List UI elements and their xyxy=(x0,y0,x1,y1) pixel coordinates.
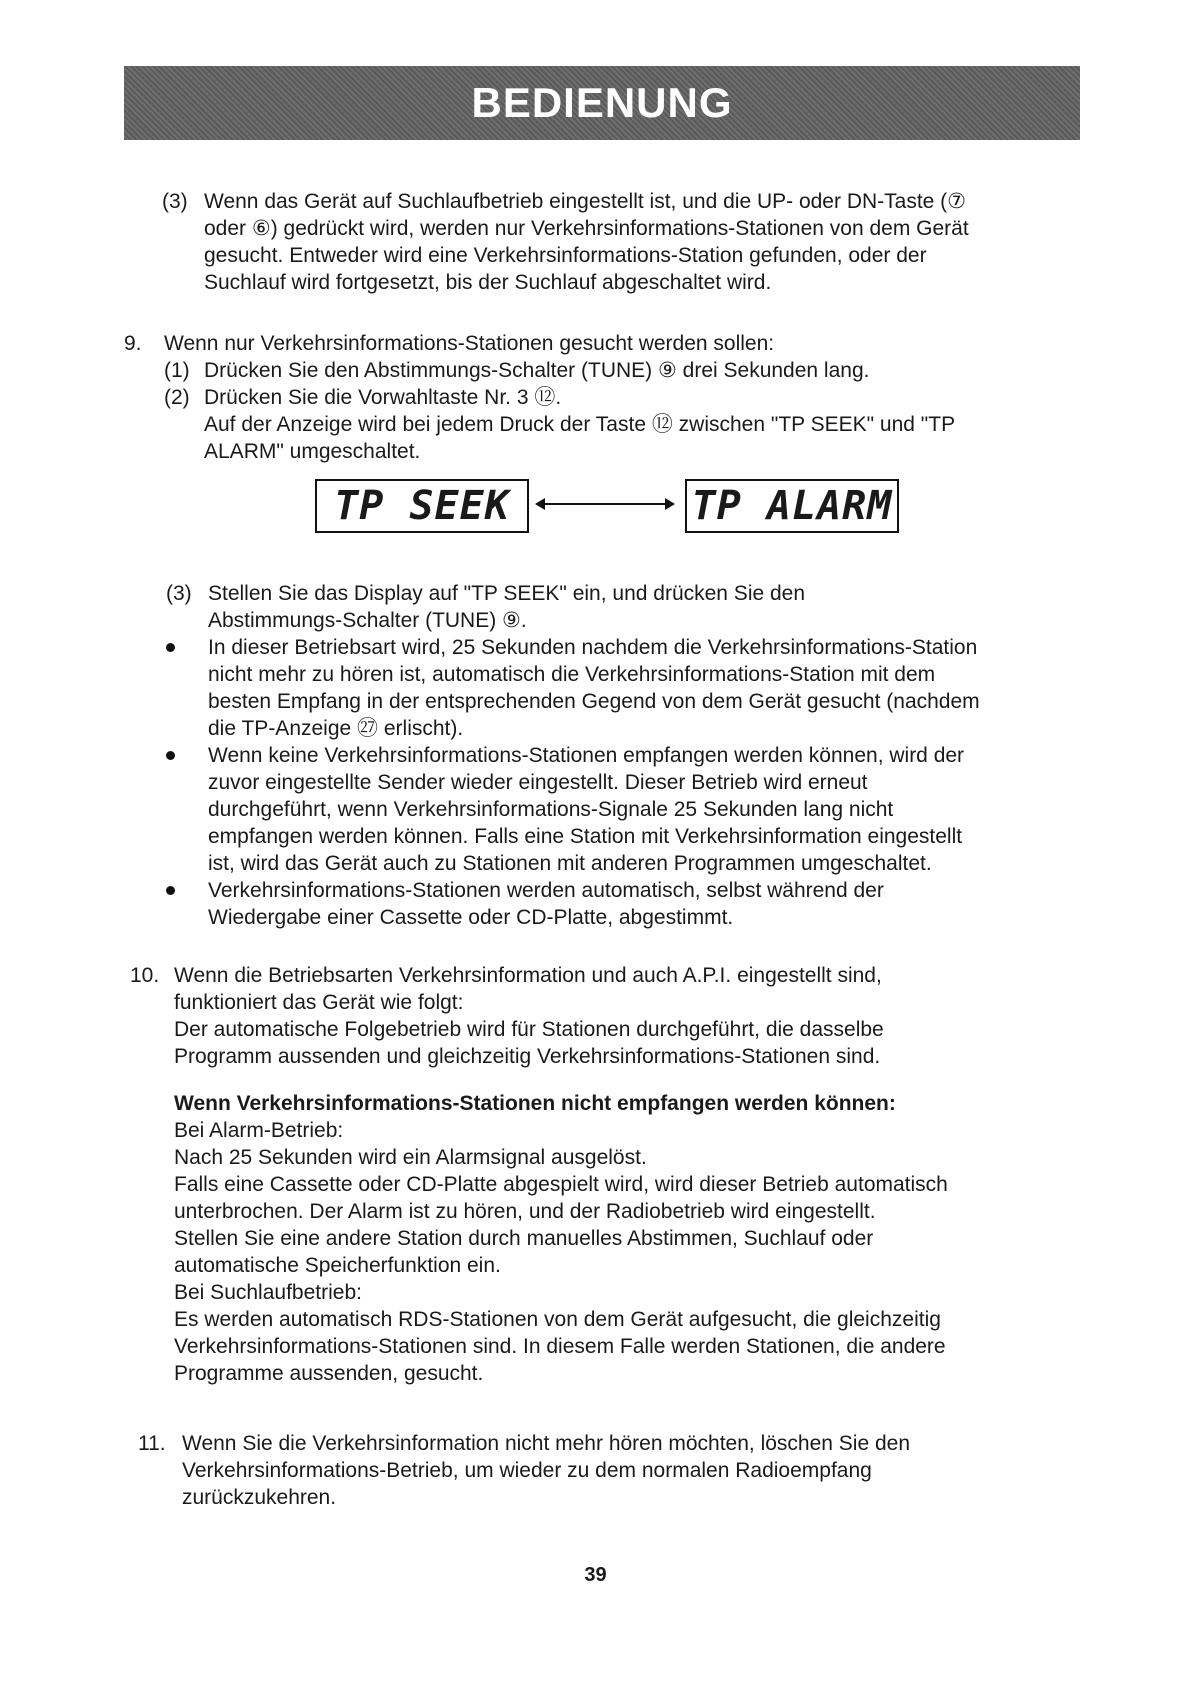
section-intro: Wenn nur Verkehrsinformations-Stationen gesucht werden sollen: xyxy=(164,332,775,355)
text-line: unterbrochen. Der Alarm ist zu hören, und der Radiobetrieb wird eingestellt. xyxy=(174,1200,876,1223)
section-9 xyxy=(124,330,1084,465)
text-line: Der automatische Folgebetrieb wird für Stationen durchgeführt, die dasselbe xyxy=(174,1018,884,1041)
text-line: In dieser Betriebsart wird, 25 Sekunden nachdem die Verkehrsinformations-Station xyxy=(208,636,978,659)
page-number: 39 xyxy=(584,1564,607,1586)
text-line: Programme aussenden, gesucht. xyxy=(174,1362,484,1385)
text-line: Abstimmungs-Schalter (TUNE) ⑨. xyxy=(208,609,527,632)
section-11 xyxy=(138,1430,1088,1511)
section-number: 11. xyxy=(138,1432,166,1455)
text-line: die TP-Anzeige ㉗ erlischt). xyxy=(208,717,464,740)
text-line: Programm aussenden und gleichzeitig Verkehrsinformations-Stationen sind. xyxy=(174,1045,881,1068)
bullet-icon xyxy=(166,751,175,760)
step-number: (2) xyxy=(164,386,190,409)
section-number: 9. xyxy=(124,332,142,355)
lcd-tp-alarm: TP ALARM xyxy=(685,479,899,533)
bullet-item xyxy=(166,634,1086,742)
text-line: Wenn Sie die Verkehrsinformation nicht mehr hören möchten, löschen Sie den xyxy=(182,1432,911,1455)
text-line: Stellen Sie das Display auf "TP SEEK" ein, und drücken Sie den xyxy=(208,582,806,605)
text-line: Drücken Sie die Vorwahltaste Nr. 3 ⑫. xyxy=(204,386,562,409)
text-line: Auf der Anzeige wird bei jedem Druck der Taste ⑫ zwischen "TP SEEK" und "TP xyxy=(204,413,956,436)
step-number: (3) xyxy=(162,190,188,213)
double-arrow-icon xyxy=(537,503,673,505)
bullet-item xyxy=(166,877,1086,931)
text-line: durchgeführt, wenn Verkehrsinformations-Signale 25 Sekunden lang nicht xyxy=(208,798,894,821)
text-line: Verkehrsinformations-Stationen werden automatisch, selbst während der xyxy=(208,879,884,902)
subheading: Wenn Verkehrsinformations-Stationen nicht empfangen werden können: xyxy=(174,1092,896,1115)
section-banner xyxy=(124,66,1080,140)
step-3-search-mode xyxy=(162,188,1082,296)
text-line: Wenn das Gerät auf Suchlaufbetrieb eingestellt ist, und die UP- oder DN-Taste (⑦ xyxy=(204,190,966,213)
text-line: Bei Alarm-Betrieb: xyxy=(174,1119,344,1142)
text-line: funktioniert das Gerät wie folgt: xyxy=(174,991,464,1014)
text-line: Verkehrsinformations-Stationen sind. In diesem Falle werden Stationen, die andere xyxy=(174,1335,946,1358)
text-line: Wiedergabe einer Cassette oder CD-Platte, abgestimmt. xyxy=(208,906,734,929)
text-line: Falls eine Cassette oder CD-Platte abgespielt wird, wird dieser Betrieb automatisch xyxy=(174,1173,948,1196)
text-line: Nach 25 Sekunden wird ein Alarmsignal ausgelöst. xyxy=(174,1146,647,1169)
step-number: (1) xyxy=(164,359,190,382)
text-line: ALARM" umgeschaltet. xyxy=(204,440,421,463)
step-1-text: Drücken Sie den Abstimmungs-Schalter (TUNE) ⑨ drei Sekunden lang. xyxy=(204,359,870,382)
text-line: nicht mehr zu hören ist, automatisch die Verkehrsinformations-Station mit dem xyxy=(208,663,936,686)
text-line: automatische Speicherfunktion ein. xyxy=(174,1254,501,1277)
text-line: Suchlauf wird fortgesetzt, bis der Suchlauf abgeschaltet wird. xyxy=(204,271,772,294)
text-line: ist, wird das Gerät auch zu Stationen mit anderen Programmen umgeschaltet. xyxy=(208,852,932,875)
text-line: Bei Suchlaufbetrieb: xyxy=(174,1281,362,1304)
text-line: zuvor eingestellte Sender wieder eingestellt. Dieser Betrieb wird erneut xyxy=(208,771,868,794)
lcd-tp-seek: TP SEEK xyxy=(315,479,529,533)
step-number: (3) xyxy=(166,582,192,605)
text-line: empfangen werden können. Falls eine Station mit Verkehrsinformation eingestellt xyxy=(208,825,963,848)
text-line: Wenn die Betriebsarten Verkehrsinformation und auch A.P.I. eingestellt sind, xyxy=(174,964,882,987)
bullet-icon xyxy=(166,886,175,895)
section-number: 10. xyxy=(130,964,160,987)
bullet-item xyxy=(166,742,1086,877)
section-9-step-3 xyxy=(166,580,1086,931)
bullet-icon xyxy=(166,643,175,652)
text-line: besten Empfang in der entsprechenden Gegend von dem Gerät gesucht (nachdem xyxy=(208,690,980,713)
text-line: zurückzukehren. xyxy=(182,1486,337,1509)
text-line: Verkehrsinformations-Betrieb, um wieder zu dem normalen Radioempfang xyxy=(182,1459,872,1482)
text-line: oder ⑥) gedrückt wird, werden nur Verkehrsinformations-Stationen von dem Gerät xyxy=(204,217,969,240)
text-line: Stellen Sie eine andere Station durch manuelles Abstimmen, Suchlauf oder xyxy=(174,1227,874,1250)
text-line: Wenn keine Verkehrsinformations-Stationen empfangen werden können, wird der xyxy=(208,744,965,767)
text-line: gesucht. Entweder wird eine Verkehrsinformations-Station gefunden, oder der xyxy=(204,244,927,267)
display-toggle-diagram xyxy=(315,479,915,537)
section-10 xyxy=(130,962,1090,1387)
page-title: BEDIENUNG xyxy=(471,79,733,126)
text-line: Es werden automatisch RDS-Stationen von dem Gerät aufgesucht, die gleichzeitig xyxy=(174,1308,941,1331)
